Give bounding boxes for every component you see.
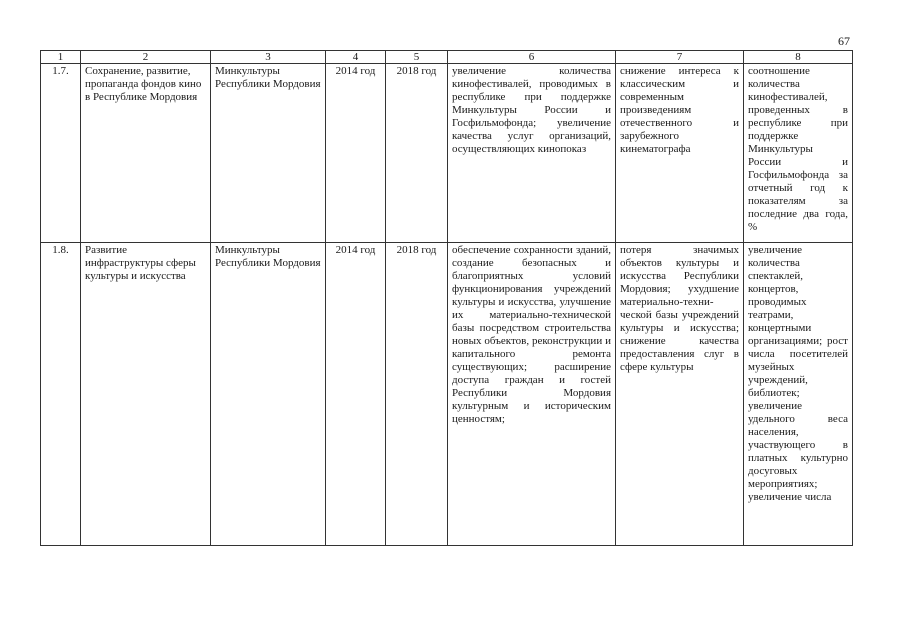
measure-name: Развитие инфраструктуры сферы культуры и искусства: [81, 243, 211, 546]
measures-table: [40, 50, 853, 546]
end-year: 2018 год: [386, 64, 448, 243]
header-row: [41, 51, 853, 64]
executor: Минкультуры Республики Мордовия: [211, 64, 326, 243]
measure-name: Сохранение, развитие, пропаганда фондов кино в Республике Мордовия: [81, 64, 211, 243]
non-implementation-consequences: снижение интереса к классическим и современным произведениям отечественного и зарубежного кинематографа: [616, 64, 744, 243]
expected-result: обеспечение сохранности зданий, создание безопасных и благоприятных условий функционирования учреждений культуры и искусства, улучшение их материально-технической базы посредством строительства новых объектов, реконструкции и капитального ремонта существующих; расширение доступа граждан и гостей Республики Мордовия культурным и историческим ценностям;: [448, 243, 616, 546]
expected-result: увеличение количества кинофестивалей, проводимых в республике при поддержке Минкультуры России и Госфильмофонда; увеличение качества услуг организаций, осуществляющих кинопоказ: [448, 64, 616, 243]
header-col-6: 6: [448, 51, 616, 64]
header-col-7: 7: [616, 51, 744, 64]
executor: Минкультуры Республики Мордовия: [211, 243, 326, 546]
start-year: 2014 год: [326, 64, 386, 243]
table-row: [41, 64, 853, 243]
non-implementation-consequences: потеря значимых объектов культуры и искусства Республики Мордовия; ухудшение материально-техни-ческой базы учреждений культуры и искусства; снижение качества предоставления слуг в сфере культуры: [616, 243, 744, 546]
end-year: 2018 год: [386, 243, 448, 546]
header-col-8: 8: [744, 51, 853, 64]
row-number: 1.7.: [41, 64, 81, 243]
header-col-4: 4: [326, 51, 386, 64]
measures-table-wrapper: [40, 50, 853, 546]
row-number: 1.8.: [41, 243, 81, 546]
header-col-2: 2: [81, 51, 211, 64]
header-col-5: 5: [386, 51, 448, 64]
indicator-link: увеличение количества спектаклей, концертов, проводимых театрами, концертными организациями; рост числа посетителей музейных учреждений, библиотек; увеличение удельного веса населения, участвующего в платных культурно досуговых мероприятиях; увеличение числа: [744, 243, 853, 546]
header-col-3: 3: [211, 51, 326, 64]
header-col-1: 1: [41, 51, 81, 64]
indicator-link: соотношение количества кинофестивалей, проведенных в республике при поддержке Минкультуры России и Госфильмофонда за отчетный год к показателям за последние два года, %: [744, 64, 853, 243]
table-row: [41, 243, 853, 546]
page-number: 67: [838, 34, 850, 48]
start-year: 2014 год: [326, 243, 386, 546]
